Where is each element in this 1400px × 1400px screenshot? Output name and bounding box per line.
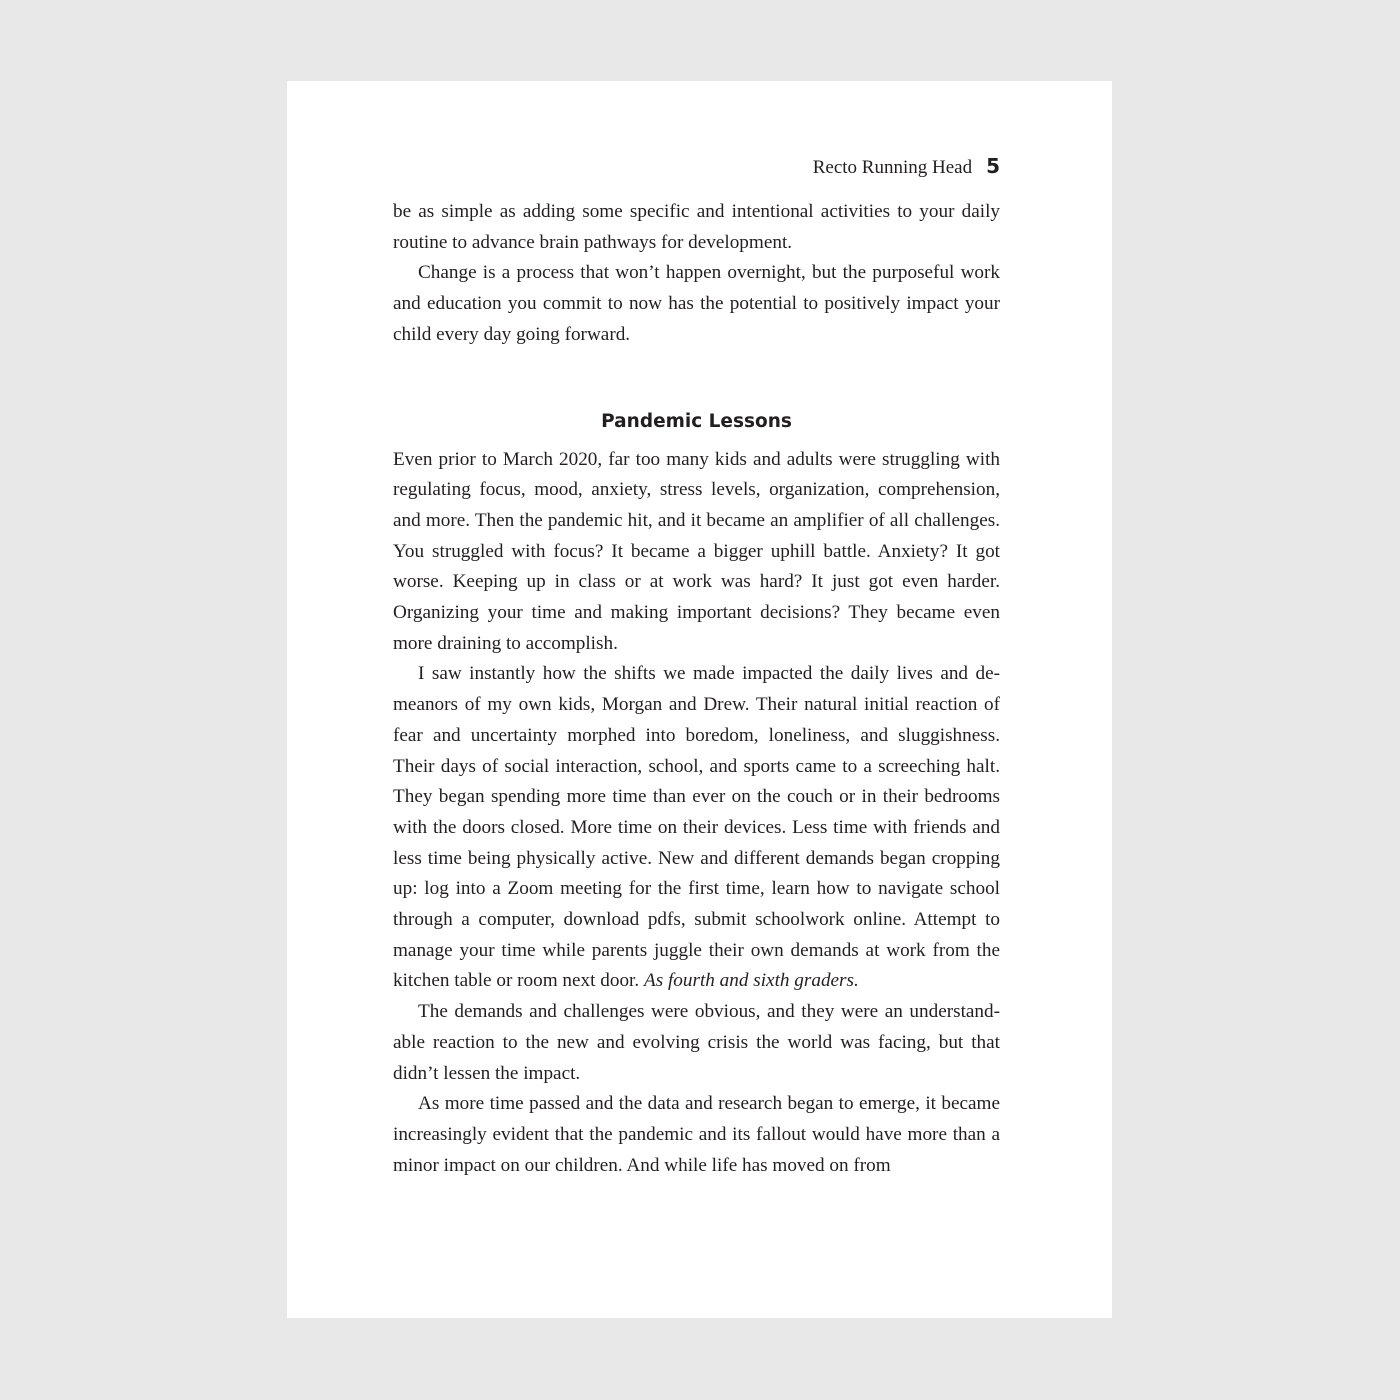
book-page	[287, 81, 1112, 1318]
paragraph-text: I saw instantly how the shifts we made impacted the daily lives and demeanors of my own kids, Morgan and Drew. Their natural initial reaction of fear and uncertainty morphed into boredom, loneliness, and sluggishness. Their days of social interaction, school, and sports came to a screeching halt. They began spending more time than ever on the couch or in their bedrooms with the doors closed. More time on their devices. Less time with friends and less time being physically active. New and different demands began cropping up: log into a Zoom meeting for the first time, learn how to navigate school through a computer, download pdfs, submit schoolwork online. Attempt to manage your time while parents juggle their own demands at work from the kitchen table or room next door.	[393, 663, 1000, 992]
running-head	[393, 153, 1000, 181]
paragraph: As more time passed and the data and research began to emerge, it became increasingly evident that the pandemic and its fallout would have more than a minor impact on our children. And while life has moved on from	[393, 1093, 1000, 1176]
page-number: 5	[986, 154, 1000, 178]
paragraph: Change is a process that won’t happen overnight, but the purposeful work and education you commit to now has the potential to positively impact your child every day going forward.	[393, 262, 1000, 345]
italic-text: As fourth and sixth graders.	[643, 970, 859, 992]
body-text	[393, 197, 1000, 1181]
paragraph: be as simple as adding some specific and intentional activities to your daily routine to advance brain pathways for development.	[393, 201, 1000, 253]
paragraph: Even prior to March 2020, far too many kids and adults were struggling with regulating focus, mood, anxiety, stress levels, organization, comprehension, and more. Then the pandemic hit, and it became an amplifier of all challenges. You struggled with focus? It became a bigger uphill battle. Anxiety? It got worse. Keeping up in class or at work was hard? It just got even harder. Organizing your time and making important decisions? They became even more draining to accomplish.	[393, 448, 1000, 654]
running-head-title: Recto Running Head	[812, 157, 973, 178]
section-heading: Pandemic Lessons	[601, 410, 792, 432]
paragraph	[393, 659, 1000, 997]
paragraph: The demands and challenges were obvious, and they were an understandable reaction to the new and evolving crisis the world was facing, but that didn’t lessen the impact.	[393, 1001, 1000, 1084]
